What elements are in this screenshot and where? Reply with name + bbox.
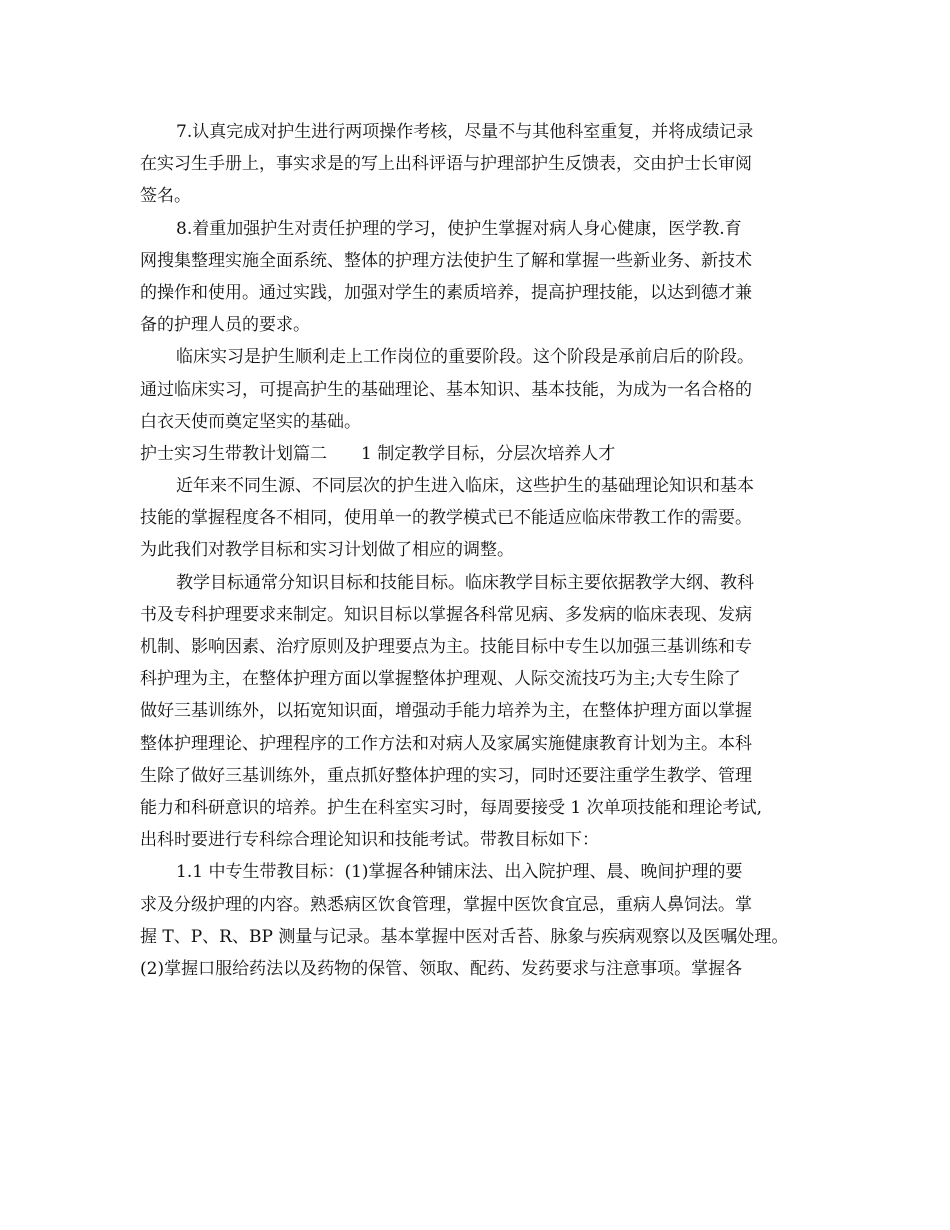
text-line: 8.着重加强护生对责任护理的学习，使护生掌握对病人身心健康，医学教.育 (176, 218, 742, 239)
text-line: 机制、影响因素、治疗原则及护理要点为主。技能目标中专生以加强三基训练和专 (140, 637, 752, 657)
text-line: 备的护理人员的要求。 (140, 315, 310, 336)
paragraph-clinical-internship (140, 341, 820, 438)
text-line: 能力和科研意识的培养。护生在科室实习时，每周要接受 1 次单项技能和理论考试, (140, 797, 763, 818)
text-line: 网搜集整理实施全面系统、整体的护理方法使护生了解和掌握一些新业务、新技术 (140, 250, 752, 271)
text-line: 教学目标通常分知识目标和技能目标。临床教学目标主要依据教学大纲、教科 (176, 572, 754, 593)
text-line: 生除了做好三基训练外，重点抓好整体护理的实习，同时还要注重学生教学、管理 (140, 765, 752, 786)
text-line: 近年来不同生源、不同层次的护生进入临床，这些护生的基础理论知识和基本 (176, 476, 754, 497)
document-body (140, 116, 820, 985)
text-line: (2)掌握口服给药法以及药物的保管、领取、配药、发药要求与注意事项。掌握各 (140, 958, 743, 979)
text-line: 7.认真完成对护生进行两项操作考核，尽量不与其他科室重复，并将成绩记录 (176, 122, 754, 142)
text-line: 整体护理理论、护理程序的工作方法和对病人及家属实施健康教育计划为主。本科 (140, 733, 752, 754)
text-line: 求及分级护理的内容。熟悉病区饮食管理，掌握中医饮食宜忌，重病人鼻饲法。掌 (140, 894, 752, 915)
text-line: 签名。 (140, 186, 191, 207)
text-line: 的操作和使用。通过实践，加强对学生的素质培养，提高护理技能，以达到德才兼 (140, 282, 752, 303)
paragraph-recent-years (140, 470, 820, 567)
text-line: 在实习生手册上，事实求是的写上出科评语与护理部护生反馈表，交由护士长审阅 (140, 154, 752, 175)
text-line: 1.1 中专生带教目标：(1)掌握各种铺床法、出入院护理、晨、晚间护理的要 (176, 862, 743, 883)
paragraph-item-7 (140, 116, 820, 213)
text-line: 科护理为主，在整体护理方面以掌握整体护理观、人际交流技巧为主;大专生除了 (140, 669, 741, 690)
heading-line: 护士实习生带教计划篇二 1 制定教学目标，分层次培养人才 (140, 443, 616, 464)
paragraph-teaching-goals (140, 567, 820, 857)
text-line: 技能的掌握程度各不相同，使用单一的教学模式已不能适应临床带教工作的需要。 (140, 508, 752, 529)
text-line: 握 T、P、R、BP 测量与记录。基本掌握中医对舌苔、脉象与疾病观察以及医嘱处理。 (140, 926, 789, 947)
text-line: 临床实习是护生顺利走上工作岗位的重要阶段。这个阶段是承前启后的阶段。 (176, 347, 754, 368)
text-line: 白衣天使而奠定坚实的基础。 (140, 411, 361, 432)
paragraph-item-8 (140, 213, 820, 342)
text-line: 为此我们对教学目标和实习计划做了相应的调整。 (140, 540, 514, 561)
section-heading (140, 438, 820, 470)
text-line: 书及专科护理要求来制定。知识目标以掌握各科常见病、多发病的临床表现、发病 (140, 604, 752, 625)
paragraph-1-1-goals (140, 856, 820, 985)
text-line: 做好三基训练外，以拓宽知识面，增强动手能力培养为主，在整体护理方面以掌握 (140, 701, 752, 722)
text-line: 通过临床实习，可提高护生的基础理论、基本知识、基本技能，为成为一名合格的 (140, 379, 752, 400)
text-line: 出科时要进行专科综合理论知识和技能考试。带教目标如下： (140, 830, 599, 851)
